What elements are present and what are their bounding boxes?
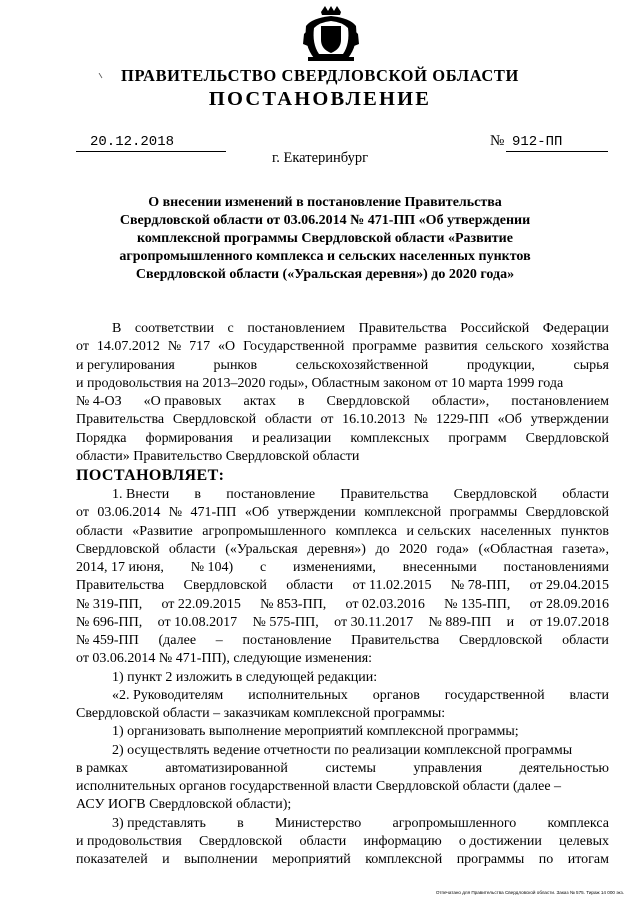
body-word: в bbox=[237, 815, 244, 831]
body-word: № 889-ПП bbox=[428, 614, 492, 630]
body-word: системы bbox=[325, 760, 376, 776]
body-line bbox=[76, 504, 609, 522]
body-word: области» Правительство Свердловской области bbox=[76, 448, 360, 464]
body-line bbox=[76, 338, 609, 356]
body-word: – bbox=[215, 633, 223, 648]
body-word: и bbox=[506, 614, 515, 630]
body-word: от 29.04.2015 bbox=[529, 578, 609, 594]
body-word: Правительства bbox=[340, 487, 429, 502]
body-word: АСУ ИОГВ Свердловской области); bbox=[76, 797, 292, 813]
body-line bbox=[76, 669, 609, 687]
body-word: № bbox=[167, 339, 182, 355]
body-line bbox=[76, 596, 609, 614]
body-word: утверждении bbox=[277, 505, 356, 521]
body-word: от bbox=[76, 505, 89, 521]
body-word: области bbox=[562, 633, 609, 648]
heading-line: О внесении изменений в постановление Правительства bbox=[148, 195, 502, 210]
print-note: Отпечатано для Правительства Свердловской области. Заказ № 575. Тираж 14 000 экз. bbox=[435, 890, 624, 895]
body-word: «2. Руководителям bbox=[112, 687, 224, 703]
body-word: «Развитие bbox=[132, 523, 193, 539]
body-word: от 11.02.2015 bbox=[352, 578, 432, 594]
body-line bbox=[76, 778, 609, 796]
body-word: 03.06.2014 bbox=[97, 505, 161, 521]
body-word: внесенными bbox=[402, 560, 477, 575]
body-word: и сельских bbox=[406, 523, 471, 539]
body-word: актах bbox=[243, 394, 276, 409]
body-word: Свердловской bbox=[183, 578, 267, 594]
body-word: автоматизированной bbox=[165, 760, 288, 776]
body-word: 2) осуществлять ведение отчетности по реализации комплексной программы bbox=[112, 742, 573, 758]
body-line bbox=[76, 687, 609, 705]
body-word: итогам bbox=[567, 852, 609, 867]
body-word: области bbox=[562, 487, 609, 502]
body-word: программ bbox=[448, 430, 507, 446]
body-word: от 19.07.2018 bbox=[529, 614, 609, 630]
body-line bbox=[76, 851, 609, 869]
body-word: Свердловской bbox=[172, 412, 257, 428]
body-word: от 03.06.2014 № 471-ПП), следующие изменения: bbox=[76, 651, 373, 667]
body-word: Порядка bbox=[76, 430, 127, 446]
body-line bbox=[76, 760, 609, 778]
heading-line: Свердловской области от 03.06.2014 № 471-ПП «Об утверждении bbox=[119, 213, 531, 228]
body-word: № 135-ПП, bbox=[444, 596, 511, 612]
body-word: Правительства bbox=[76, 578, 165, 594]
body-word: Правительства bbox=[76, 412, 165, 428]
body-line bbox=[76, 393, 609, 411]
document-body bbox=[76, 320, 609, 869]
body-word: области bbox=[168, 541, 216, 557]
body-word: области», bbox=[431, 394, 490, 409]
body-word: власти bbox=[569, 687, 609, 703]
body-word: и bbox=[162, 852, 170, 867]
body-word: Государственной bbox=[243, 339, 345, 355]
body-word: 471-ПП bbox=[190, 505, 237, 521]
body-word: № 78-ПП, bbox=[450, 578, 511, 594]
body-word: («Уральская bbox=[225, 541, 298, 557]
body-word: 1) организовать выполнение мероприятий комплексной программы; bbox=[112, 724, 519, 740]
body-word: населенных bbox=[480, 523, 552, 539]
body-word: № bbox=[168, 505, 183, 521]
body-word: сельскохозяйственной bbox=[295, 357, 429, 373]
body-word: постановление bbox=[226, 487, 316, 502]
body-line bbox=[76, 796, 609, 814]
body-word: целевых bbox=[559, 833, 609, 849]
document-type: ПОСТАНОВЛЕНИЕ bbox=[208, 88, 432, 110]
body-word: изменениями, bbox=[293, 560, 376, 575]
body-word: органов bbox=[372, 687, 420, 703]
body-word: выполнении bbox=[184, 852, 258, 867]
body-word: программы bbox=[456, 852, 525, 867]
heading-line: Свердловской области («Уральская деревня») до 2020 года» bbox=[135, 267, 515, 282]
heading-line: комплексной программы Свердловской области «Развитие bbox=[137, 231, 513, 246]
body-word: Свердловской области – заказчикам комплексной программы: bbox=[76, 706, 446, 721]
body-word: хозяйства bbox=[551, 339, 609, 355]
body-line bbox=[76, 632, 609, 650]
body-word: от 22.09.2015 bbox=[161, 596, 241, 612]
body-word: постановлением bbox=[511, 394, 609, 409]
body-word: развития bbox=[424, 339, 478, 355]
body-line bbox=[76, 614, 609, 632]
body-word: 1. Внести bbox=[112, 487, 170, 502]
body-word: № 319-ПП, bbox=[76, 596, 143, 612]
body-word: рынков bbox=[213, 357, 258, 373]
body-word: В bbox=[112, 321, 122, 336]
body-word: соответствии bbox=[134, 321, 214, 336]
body-word: газета», bbox=[562, 541, 609, 557]
body-word: в bbox=[194, 487, 202, 502]
body-word: в bbox=[297, 394, 305, 409]
body-word: 14.07.2012 bbox=[96, 339, 160, 355]
body-word: постановление bbox=[242, 633, 332, 648]
body-word: мероприятий bbox=[272, 852, 351, 867]
body-word: и продовольствия на 2013–2020 годы», Областным законом от 10 марта 1999 года bbox=[76, 375, 564, 391]
body-line bbox=[76, 833, 609, 851]
body-word: от bbox=[320, 412, 334, 428]
body-word: показателей bbox=[76, 852, 148, 867]
body-word: государственной bbox=[444, 687, 545, 703]
body-word: Свердловской bbox=[76, 541, 160, 557]
body-word: комплекса bbox=[547, 815, 609, 831]
body-line bbox=[76, 705, 609, 723]
body-line bbox=[76, 466, 609, 486]
body-word: от bbox=[76, 339, 89, 355]
body-line bbox=[76, 742, 609, 760]
government-name: ПРАВИТЕЛЬСТВО СВЕРДЛОВСКОЙ ОБЛАСТИ bbox=[121, 66, 519, 85]
body-word: 2020 bbox=[399, 541, 428, 557]
body-word: «Об bbox=[244, 505, 270, 521]
body-line bbox=[76, 357, 609, 375]
body-word: сельского bbox=[485, 339, 544, 355]
body-word: 3) представлять bbox=[112, 815, 206, 831]
body-word: 1229-ПП bbox=[435, 412, 489, 428]
body-line bbox=[76, 577, 609, 595]
body-word: «О bbox=[218, 339, 236, 355]
body-word: Свердловской bbox=[459, 633, 543, 648]
body-word: пунктов bbox=[560, 523, 609, 539]
body-word: Свердловской bbox=[453, 487, 537, 502]
body-word: «Об bbox=[497, 412, 522, 428]
body-word: сырья bbox=[573, 357, 609, 373]
body-line bbox=[76, 375, 609, 393]
body-word: информацию bbox=[363, 833, 442, 849]
body-word: ПОСТАНОВЛЯЕТ: bbox=[76, 467, 225, 484]
body-word: программы bbox=[449, 505, 518, 521]
document-date: 20.12.2018 bbox=[90, 134, 175, 150]
body-word: продукции, bbox=[466, 357, 535, 373]
body-word: («Областная bbox=[478, 541, 553, 557]
body-word: с bbox=[227, 321, 234, 336]
body-line bbox=[76, 523, 609, 541]
body-word: Министерство bbox=[274, 815, 362, 831]
body-word: от 02.03.2016 bbox=[345, 596, 425, 612]
body-word: и регулирования bbox=[76, 357, 175, 373]
body-line bbox=[76, 448, 609, 466]
body-word: от 30.11.2017 bbox=[334, 614, 414, 630]
body-word: с bbox=[260, 560, 267, 575]
city: г. Екатеринбург bbox=[271, 150, 369, 166]
body-word: области bbox=[286, 578, 334, 594]
body-word: (далее bbox=[158, 633, 197, 648]
body-word: области bbox=[264, 412, 312, 428]
body-word: Свердловской bbox=[525, 505, 609, 521]
body-word: № bbox=[413, 412, 428, 428]
body-word: года» bbox=[436, 541, 469, 557]
body-line bbox=[76, 559, 609, 577]
body-word: постановлениями bbox=[503, 560, 609, 575]
body-word: 717 bbox=[189, 339, 211, 355]
body-word: Свердловской bbox=[326, 394, 410, 409]
body-line bbox=[76, 723, 609, 741]
body-word: Правительства bbox=[358, 321, 447, 336]
body-line bbox=[76, 486, 609, 504]
body-line bbox=[76, 541, 609, 559]
coat-of-arms-icon bbox=[300, 6, 362, 62]
body-word: в рамках bbox=[76, 760, 128, 776]
body-word: «О правовых bbox=[143, 394, 222, 409]
body-word: № 104) bbox=[190, 560, 234, 575]
body-word: Свердловской bbox=[198, 833, 283, 849]
body-word: утверждении bbox=[530, 412, 609, 428]
body-line bbox=[76, 650, 609, 668]
body-word: и продовольствия bbox=[76, 833, 182, 849]
body-word: комплексных bbox=[350, 430, 430, 446]
body-word: исполнительных органов государственной власти Свердловской области (далее – bbox=[76, 779, 562, 794]
body-line bbox=[76, 430, 609, 448]
body-word: программе bbox=[352, 339, 417, 355]
body-word: исполнительных bbox=[248, 687, 348, 703]
body-line bbox=[76, 411, 609, 429]
body-word: Федерации bbox=[542, 321, 609, 336]
body-word: деревня») bbox=[307, 541, 366, 557]
body-word: агропромышленного bbox=[202, 523, 327, 539]
body-word: 1) пункт 2 изложить в следующей редакции: bbox=[112, 669, 378, 685]
body-word: Российской bbox=[460, 321, 530, 336]
document-number: 912-ПП bbox=[512, 134, 563, 150]
body-word: о достижении bbox=[458, 833, 542, 849]
body-word: № 459-ПП bbox=[76, 633, 139, 648]
body-word: комплексной bbox=[365, 852, 443, 867]
body-word: деятельностью bbox=[519, 760, 609, 776]
body-word: комплекса bbox=[335, 523, 397, 539]
body-word: Свердловской bbox=[525, 430, 609, 446]
body-word: формирования bbox=[145, 430, 233, 446]
body-word: области bbox=[299, 833, 347, 849]
body-word: области bbox=[76, 523, 123, 539]
body-word: от 28.09.2016 bbox=[529, 596, 609, 612]
body-word: до bbox=[375, 541, 390, 557]
body-word: комплексной bbox=[364, 505, 442, 521]
body-word: постановлением bbox=[247, 321, 346, 336]
heading-line: агропромышленного комплекса и сельских населенных пунктов bbox=[119, 249, 531, 264]
body-line bbox=[76, 815, 609, 833]
document-heading bbox=[60, 194, 590, 284]
body-word: агропромышленного bbox=[392, 815, 517, 831]
body-word: 2014, 17 июня, bbox=[76, 560, 164, 575]
body-word: № 4-ОЗ bbox=[76, 394, 122, 409]
body-word: по bbox=[538, 852, 554, 867]
body-word: Правительства bbox=[351, 633, 440, 648]
body-word: № 853-ПП, bbox=[260, 596, 327, 612]
body-word: № 575-ПП, bbox=[252, 614, 319, 630]
body-line bbox=[76, 320, 609, 338]
body-word: № 696-ПП, bbox=[76, 614, 143, 630]
number-sign: № bbox=[490, 133, 505, 149]
body-word: от 10.08.2017 bbox=[157, 614, 238, 630]
body-word: 16.10.2013 bbox=[342, 412, 406, 428]
body-word: и реализации bbox=[251, 430, 332, 446]
body-word: управления bbox=[413, 760, 483, 776]
